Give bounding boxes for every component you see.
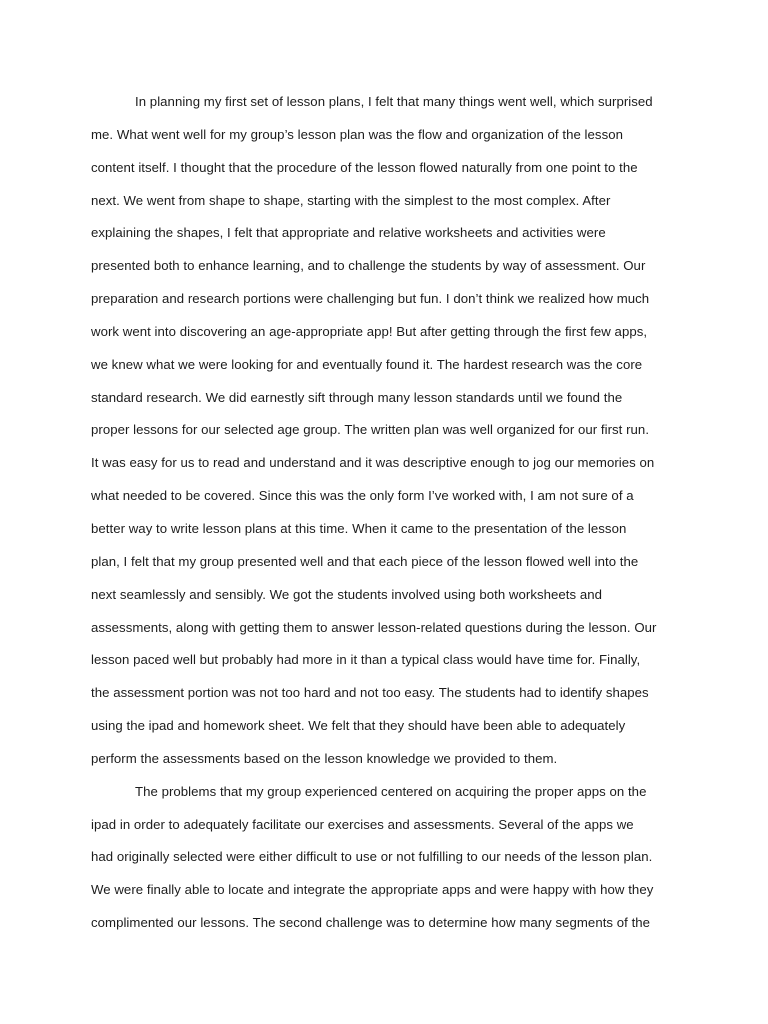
paragraph-1 xyxy=(91,90,691,780)
paragraph-line: explaining the shapes, I felt that appropriate and relative worksheets and activities were xyxy=(91,225,606,241)
paragraph-line: lesson paced well but probably had more in it than a typical class would have time for. Finally, xyxy=(91,652,641,668)
paragraph-line: complimented our lessons. The second challenge was to determine how many segments of the xyxy=(91,915,651,931)
paragraph-line: proper lessons for our selected age group. The written plan was well organized for our first run. xyxy=(91,422,650,438)
paragraph-line: presented both to enhance learning, and to challenge the students by way of assessment. Our xyxy=(91,258,646,274)
paragraph-line: assessments, along with getting them to answer lesson-related questions during the lesson. Our xyxy=(91,619,657,635)
paragraph-line: We were finally able to locate and integrate the appropriate apps and were happy with how they xyxy=(91,882,654,898)
paragraph-line: perform the assessments based on the lesson knowledge we provided to them. xyxy=(91,750,558,766)
paragraph-line: next seamlessly and sensibly. We got the students involved using both worksheets and xyxy=(91,586,602,602)
paragraph-line: ipad in order to adequately facilitate our exercises and assessments. Several of the apps we xyxy=(91,816,634,832)
paragraph-line: The problems that my group experienced centered on acquiring the proper apps on the xyxy=(135,783,647,799)
paragraph-line: In planning my first set of lesson plans, I felt that many things went well, which surprised xyxy=(135,94,653,109)
paragraph-line: preparation and research portions were challenging but fun. I don’t think we realized how much xyxy=(91,291,650,307)
paragraph-line: me. What went well for my group’s lesson plan was the flow and organization of the lesson xyxy=(91,126,623,142)
paragraph-line: content itself. I thought that the procedure of the lesson flowed naturally from one point to the xyxy=(91,159,638,175)
paragraph-line: we knew what we were looking for and eventually found it. The hardest research was the core xyxy=(91,356,643,372)
paragraph-line: standard research. We did earnestly sift through many lesson standards until we found the xyxy=(91,389,623,405)
paragraph-2 xyxy=(91,780,691,944)
paragraph-line: It was easy for us to read and understand and it was descriptive enough to jog our memories on xyxy=(91,455,655,471)
paragraph-line: plan, I felt that my group presented well and that each piece of the lesson flowed well into the xyxy=(91,553,639,569)
paragraph-line: work went into discovering an age-appropriate app! But after getting through the first few apps, xyxy=(91,323,648,339)
paragraph-line: better way to write lesson plans at this time. When it came to the presentation of the lesson xyxy=(91,520,627,536)
paragraph-line: what needed to be covered. Since this was the only form I’ve worked with, I am not sure of a xyxy=(91,488,634,504)
paragraph-line: next. We went from shape to shape, starting with the simplest to the most complex. After xyxy=(91,192,611,208)
paragraph-line: using the ipad and homework sheet. We felt that they should have been able to adequately xyxy=(91,718,626,734)
document-body xyxy=(91,90,691,944)
paragraph-line: had originally selected were either difficult to use or not fulfilling to our needs of the lesson plan. xyxy=(91,849,653,865)
paragraph-line: the assessment portion was not too hard and not too easy. The students had to identify shapes xyxy=(91,685,649,701)
